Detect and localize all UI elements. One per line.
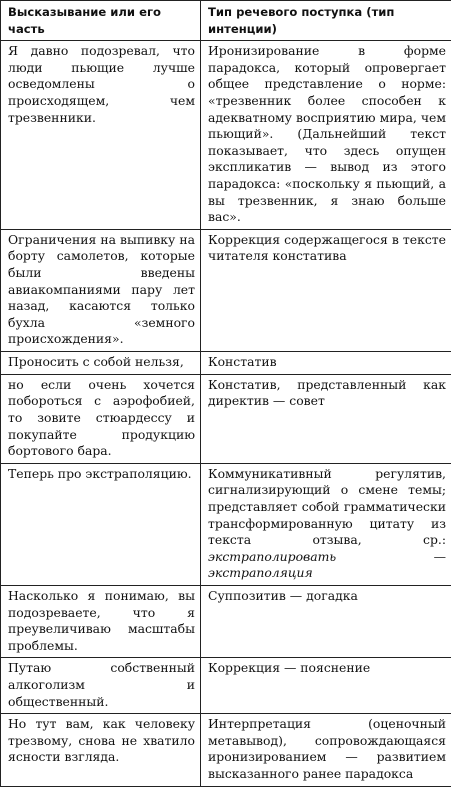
header-speech-act-type: Тип речевого поступка (тип интенции)	[201, 1, 451, 41]
speech-act-type-cell: Коррекция — пояснение	[201, 658, 451, 714]
speech-act-type-cell: Констатив	[201, 351, 451, 374]
speech-act-type-italic-quote: экстраполировать — экстраполяция	[208, 549, 446, 581]
utterance-cell: Я давно подозревал, что люди пьющие лучше осведомлены о происходящем, чем трезвенники.	[1, 41, 201, 230]
utterance-cell: Теперь про экстраполяцию.	[1, 463, 201, 585]
utterance-cell: Насколько я понимаю, вы подозреваете, что я преувеличиваю масштабы проблемы.	[1, 586, 201, 658]
table-row	[1, 41, 451, 230]
utterance-cell: Проносить с собой нельзя,	[1, 351, 201, 374]
speech-act-type-cell: Констатив, представленный как директив — совет	[201, 374, 451, 463]
table-row	[1, 351, 451, 374]
table-row	[1, 714, 451, 786]
table-row	[1, 229, 451, 351]
speech-act-type-cell: Иронизирование в форме парадокса, который опровергает общее представление о норме: «трезвенник более способен к адекватному восприятию мира, чем пьющий». (Дальнейший текст показывает, что здесь опущен экспликатив — вывод из этого парадокса: «поскольку я пьющий, а вы трезвенник, я знаю больше вас».	[201, 41, 451, 230]
utterance-cell: но если очень хочется побороться с аэрофобией, то зовите стюардессу и покупайте продукцию бортового бара.	[1, 374, 201, 463]
speech-act-type-text: Коммуникативный регулятив, сигнализирующий о смене темы; представляет собой грамматически трансформированную цитату из текста отзыва, ср.:	[208, 466, 446, 547]
utterance-cell: Ограничения на выпивку на борту самолетов, которые были введены авиакомпаниями пару лет назад, касаются только бухла «земного происхождения».	[1, 229, 201, 351]
speech-act-type-cell: Интерпретация (оценочный метавывод), сопровождающаяся иронизированием — развитием высказанного ранее парадокса	[201, 714, 451, 786]
speech-act-type-cell: Коррекция содержащегося в тексте читателя констатива	[201, 229, 451, 351]
table-header-row	[1, 1, 451, 41]
table-row	[1, 658, 451, 714]
speech-act-type-cell	[201, 463, 451, 585]
speech-act-type-cell: Суппозитив — догадка	[201, 586, 451, 658]
table-row	[1, 586, 451, 658]
utterance-cell: Путаю собственный алкоголизм и общественный.	[1, 658, 201, 714]
table-row	[1, 463, 451, 585]
header-utterance: Высказывание или его часть	[1, 1, 201, 41]
table-row	[1, 374, 451, 463]
utterance-cell: Но тут вам, как человеку трезвому, снова не хватило ясности взгляда.	[1, 714, 201, 786]
